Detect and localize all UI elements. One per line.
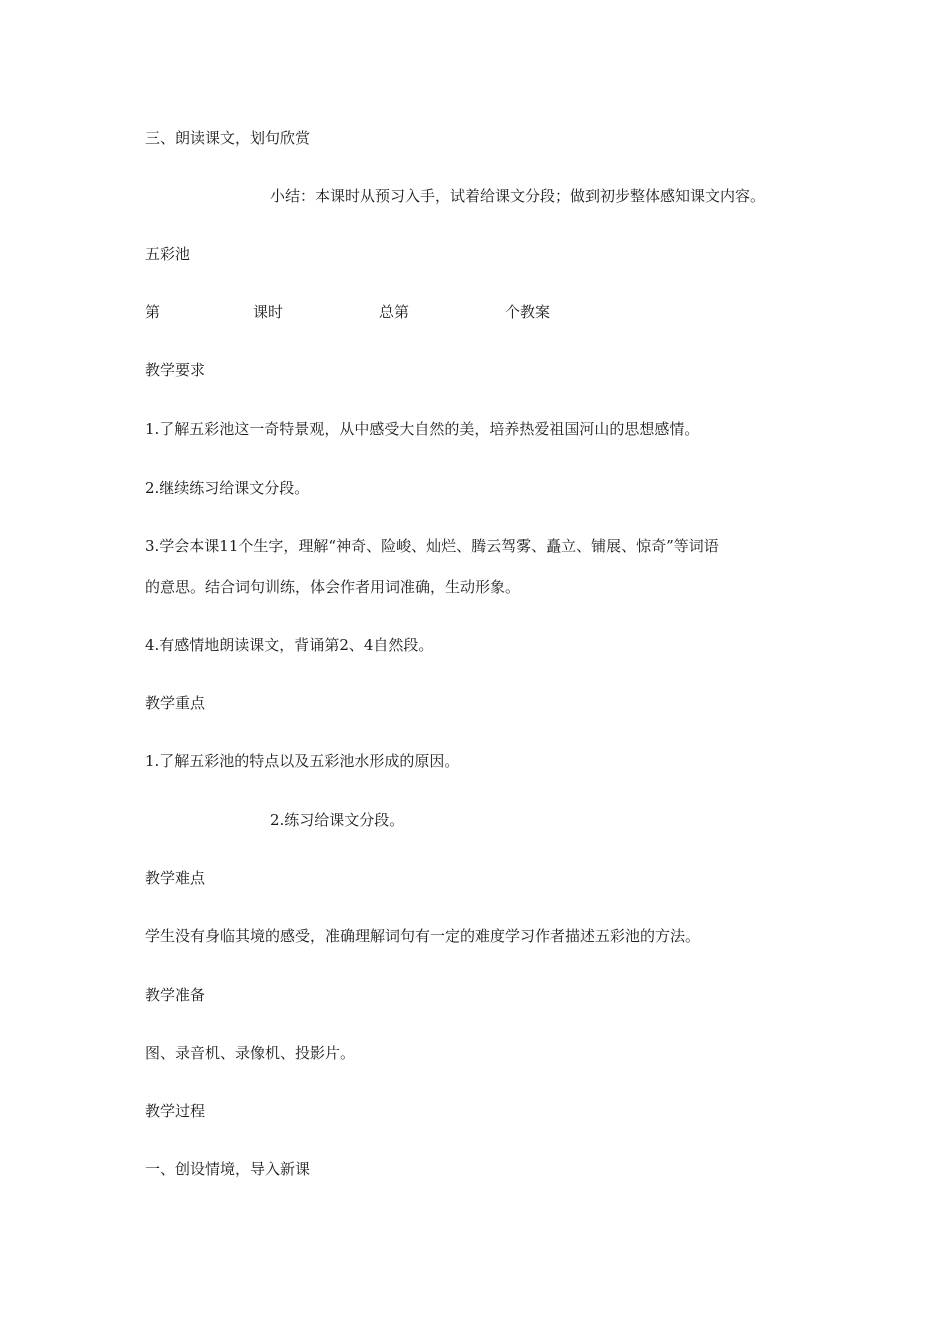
lesson-title: 五彩池 <box>145 245 191 263</box>
requirement-item: 4.有感情地朗读课文，背诵第2、4自然段。 <box>145 636 434 654</box>
difficulty-heading: 教学难点 <box>145 869 206 887</box>
header-zongdi: 总第 <box>379 303 410 321</box>
section-heading-read-aloud: 三、朗读课文，划句欣赏 <box>145 129 311 147</box>
difficulty-text: 学生没有身临其境的感受，准确理解词句有一定的难度学习作者描述五彩池的方法。 <box>145 927 701 945</box>
lesson-summary: 小结：本课时从预习入手，试着给课文分段；做到初步整体感知课文内容。 <box>270 187 766 205</box>
header-keshi: 课时 <box>253 303 284 321</box>
focus-item: 2.练习给课文分段。 <box>270 811 405 829</box>
requirement-item: 3.学会本课11个生字，理解“神奇、险峻、灿烂、腾云驾雾、矗立、铺展、惊奇”等词语 <box>145 537 719 555</box>
header-di: 第 <box>145 303 161 321</box>
focus-item: 1.了解五彩池的特点以及五彩池水形成的原因。 <box>145 752 460 770</box>
process-heading: 教学过程 <box>145 1102 206 1120</box>
preparation-heading: 教学准备 <box>145 986 206 1004</box>
requirement-item: 2.继续练习给课文分段。 <box>145 479 310 497</box>
process-step-one: 一、创设情境，导入新课 <box>145 1160 311 1178</box>
requirement-item: 1.了解五彩池这一奇特景观，从中感受大自然的美，培养热爱祖国河山的思想感情。 <box>145 420 700 438</box>
preparation-text: 图、录音机、录像机、投影片。 <box>145 1044 356 1062</box>
focus-heading: 教学重点 <box>145 694 206 712</box>
requirement-item-continued: 的意思。结合词句训练，体会作者用词准确，生动形象。 <box>145 578 521 596</box>
header-gejiaoan: 个教案 <box>505 303 551 321</box>
requirements-heading: 教学要求 <box>145 361 206 379</box>
